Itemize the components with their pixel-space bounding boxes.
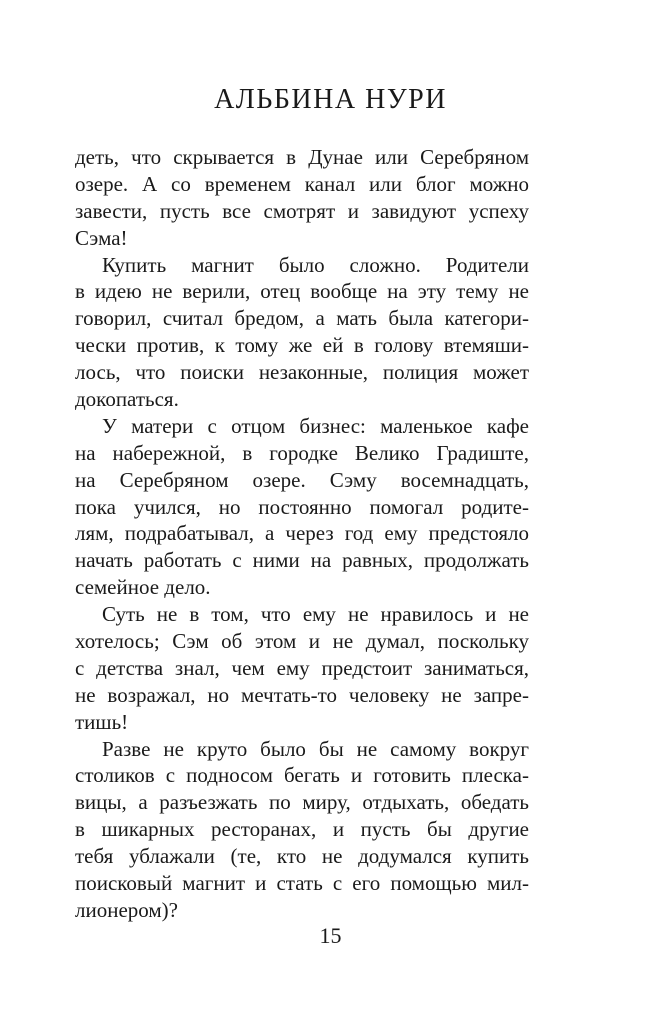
text-line: лям, подрабатывал, а через год ему предстояло — [75, 521, 529, 546]
text-line: поисковый магнит и стать с его помощью мил- — [75, 871, 529, 896]
text-line: озере. А со временем канал или блог можно — [75, 171, 529, 196]
text-line: тебя ублажали (те, кто не додумался купить — [75, 844, 529, 869]
text-line: вицы, а разъезжать по миру, отдыхать, обедать — [75, 790, 529, 815]
text-line: чески против, к тому же ей в голову втемяши- — [75, 333, 529, 358]
text-line: Разве не круто было бы не самому вокруг — [102, 736, 529, 761]
text-line: не возражал, но мечтать-то человеку не запре- — [75, 682, 529, 707]
text-line: лось, что поиски незаконные, полиция может — [75, 360, 529, 385]
text-line: тишь! — [75, 709, 129, 734]
text-line: деть, что скрывается в Дунае или Серебряном — [75, 145, 529, 169]
text-line: завести, пусть все смотрят и завидуют успеху — [75, 198, 529, 223]
text-line: Сэма! — [75, 225, 128, 250]
paragraph — [75, 601, 529, 735]
paragraph — [75, 144, 529, 252]
text-line: У матери с отцом бизнес: маленькое кафе — [102, 413, 529, 438]
text-line: говорил, считал бредом, а мать была категори- — [75, 306, 529, 331]
text-line: в шикарных ресторанах, и пусть бы другие — [75, 817, 529, 842]
text-line: начать работать с ними на равных, продолжать — [75, 548, 529, 573]
text-line: на набережной, в городке Велико Градиште, — [75, 440, 529, 465]
text-line: семейное дело. — [75, 575, 211, 600]
paragraph — [75, 736, 529, 924]
text-line: в идею не верили, отец вообще на эту тему не — [75, 279, 529, 304]
text-line: докопаться. — [75, 387, 179, 412]
text-line: пока учился, но постоянно помогал родите- — [75, 494, 529, 519]
text-line: Суть не в том, что ему не нравилось и не — [102, 602, 529, 627]
paragraph — [75, 413, 529, 601]
text-line: столиков с подносом бегать и готовить плеска- — [75, 763, 529, 788]
body-text — [75, 144, 529, 924]
paragraph — [75, 252, 529, 413]
text-line: хотелось; Сэм об этом и не думал, поскольку — [75, 629, 529, 654]
text-line: Купить магнит было сложно. Родители — [102, 252, 529, 277]
page-number: 15 — [319, 923, 342, 948]
text-line: лионером)? — [75, 897, 178, 922]
text-line: с детства знал, чем ему предстоит заниматься, — [75, 655, 529, 680]
text-line: на Серебряном озере. Сэму восемнадцать, — [75, 467, 529, 492]
running-head: АЛЬБИНА НУРИ — [214, 84, 447, 115]
